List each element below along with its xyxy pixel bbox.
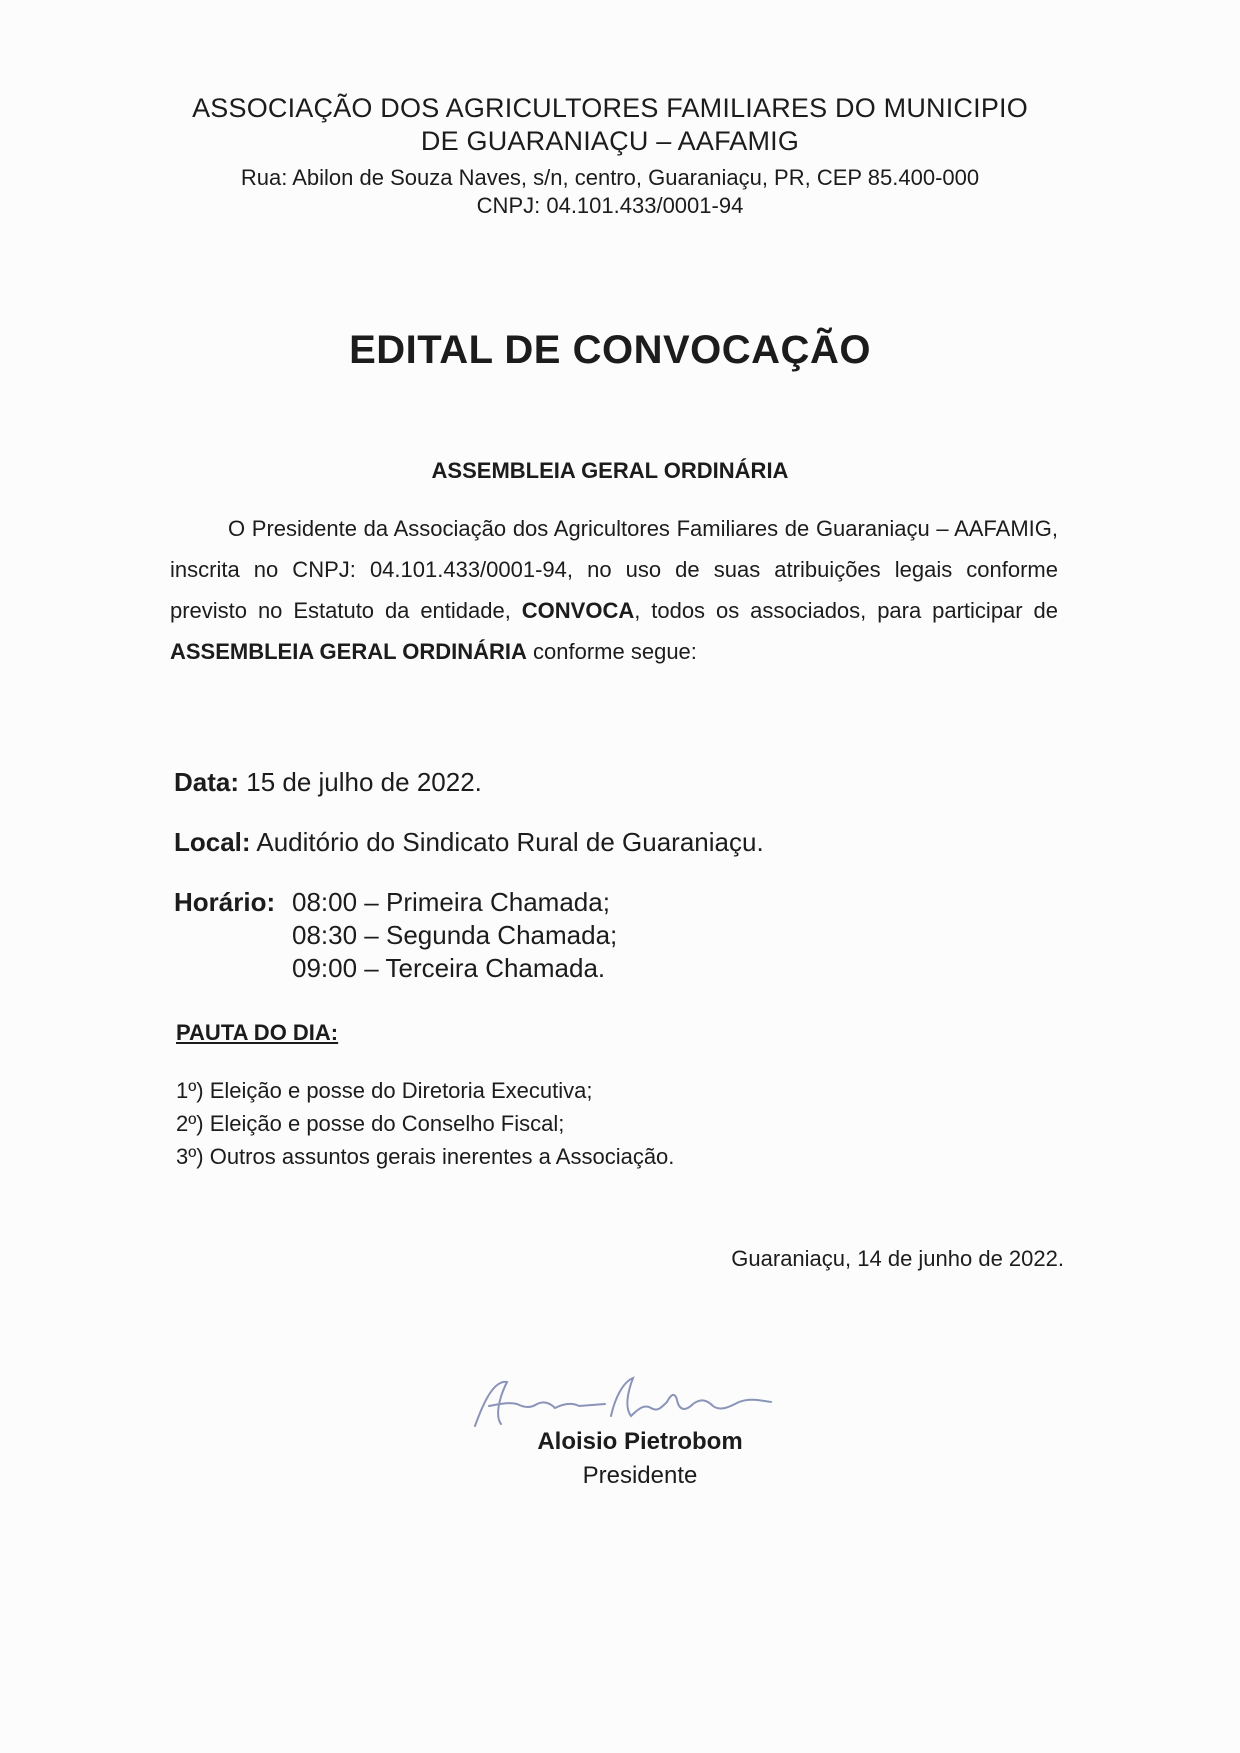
schedule-second-call: 08:30 – Segunda Chamada; <box>292 920 618 950</box>
meeting-location <box>174 826 764 859</box>
meeting-date <box>174 766 482 799</box>
organization-cnpj: CNPJ: 04.101.433/0001-94 <box>476 193 744 218</box>
location-label: Local: <box>174 827 251 857</box>
organization-name-line2: DE GUARANIAÇU – AAFAMIG <box>420 126 800 156</box>
document-subtitle: ASSEMBLEIA GERAL ORDINÁRIA <box>431 458 789 483</box>
schedule-first-call: 08:00 – Primeira Chamada; <box>292 887 610 917</box>
date-value: 15 de julho de 2022. <box>239 767 482 797</box>
letterhead <box>0 92 1220 220</box>
agenda-item: 1º) Eleição e posse do Diretoria Executiva; <box>176 1078 593 1103</box>
location-value: Auditório do Sindicato Rural de Guaraniaçu. <box>250 827 764 857</box>
organization-name-line1: ASSOCIAÇÃO DOS AGRICULTORES FAMILIARES DO MUNICIPIO <box>192 93 1028 123</box>
paragraph-part1: O Presidente da Associação dos Agricultores Familiares de Guaraniaçu – AAFAMIG, inscrita no CNPJ: 04.101.433/0001-94, no uso de suas atribuições legais conforme previsto no Estatuto da entidade, <box>170 516 1058 623</box>
signer-role: Presidente <box>582 1462 698 1489</box>
convocation-paragraph <box>170 508 1058 672</box>
agenda-item: 2º) Eleição e posse do Conselho Fiscal; <box>176 1111 565 1136</box>
schedule-third-call: 09:00 – Terceira Chamada. <box>292 953 606 983</box>
signer-name: Aloisio Pietrobom <box>537 1428 743 1455</box>
place-and-date: Guaraniaçu, 14 de junho de 2022. <box>731 1246 1064 1271</box>
paragraph-part3: conforme segue: <box>526 639 697 664</box>
agenda-title: PAUTA DO DIA: <box>176 1020 339 1045</box>
paragraph-part2: , todos os associados, para participar de <box>634 598 1058 623</box>
schedule-label: Horário: <box>174 887 276 917</box>
paragraph-assembleia: ASSEMBLEIA GERAL ORDINÁRIA <box>170 639 527 664</box>
date-label: Data: <box>174 767 240 797</box>
document-title: EDITAL DE CONVOCAÇÃO <box>349 328 871 372</box>
agenda-item: 3º) Outros assuntos gerais inerentes a Associação. <box>176 1144 675 1169</box>
agenda-list <box>176 1074 674 1173</box>
paragraph-convoca: CONVOCA <box>521 598 635 623</box>
organization-address: Rua: Abilon de Souza Naves, s/n, centro, Guaraniaçu, PR, CEP 85.400-000 <box>240 165 980 190</box>
